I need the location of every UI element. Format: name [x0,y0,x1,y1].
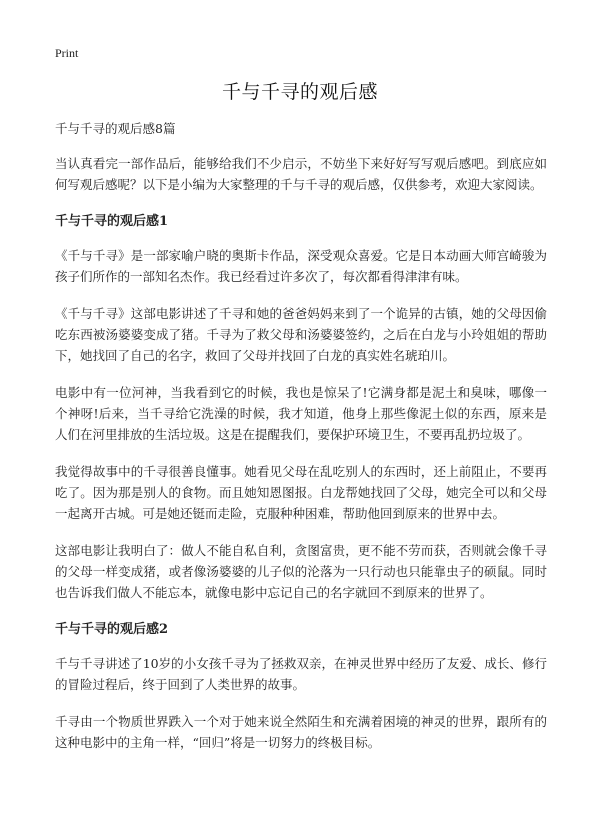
paragraph: 千与千寻讲述了10岁的小女孩千寻为了拯救双亲，在神灵世界中经历了友爱、成长、修行的冒险过程后，终于回到了人类世界的故事。 [55,656,547,692]
paragraph: 电影中有一位河神，当我看到它的时候，我也是惊呆了!它满身都是泥土和臭味，哪像一个神呀!后来，当千寻给它洗澡的时候，我才知道，他身上那些像泥土似的东西，原来是人们在河里排放的生活垃圾。这是在提醒我们，要保护环境卫生，不要再乱扔垃圾了。 [55,385,547,442]
section-heading: 千与千寻的观后感1 [55,214,169,229]
article-subtitle: 千与千寻的观后感8篇 [55,121,176,136]
page-title: 千与千寻的观后感 [221,81,378,103]
paragraph: 《千与千寻》是一部家喻户晓的奥斯卡作品，深受观众喜爱。它是日本动画大师宫崎骏为孩子们所作的一部知名杰作。我已经看过许多次了，每次都看得津津有味。 [55,248,547,284]
article-body [55,118,547,769]
print-link[interactable]: Print [55,46,79,60]
intro-paragraph: 当认真看完一部作品后，能够给我们不少启示，不妨坐下来好好写写观后感吧。到底应如何写观后感呢？以下是小编为大家整理的千与千寻的观后感，仅供参考，欢迎大家阅读。 [55,156,547,192]
paragraph: 我觉得故事中的千寻很善良懂事。她看见父母在乱吃别人的东西时，还上前阻止，不要再吃了。因为那是别人的食物。而且她知恩图报。白龙帮她找回了父母，她完全可以和父母一起离开古城。可是她还铤而走险，克服种种困难，帮助他回到原来的世界中去。 [55,464,547,521]
paragraph: 《千与千寻》这部电影讲述了千寻和她的爸爸妈妈来到了一个诡异的古镇，她的父母因偷吃东西被汤婆婆变成了猪。千寻为了救父母和汤婆婆签约，之后在白龙与小玲姐姐的帮助下，她找回了自己的名字，救回了父母并找回了白龙的真实姓名琥珀川。 [55,306,547,363]
paragraph: 千寻由一个物质世界跌入一个对于她来说全然陌生和充满着困境的神灵的世界，跟所有的这种电影中的主角一样，“回归”将是一切努力的终极目标。 [55,714,547,750]
section-heading: 千与千寻的观后感2 [55,622,169,637]
paragraph: 这部电影让我明白了：做人不能自私自利，贪图富贵，更不能不劳而获，否则就会像千寻的父母一样变成猪，或者像汤婆婆的儿子似的沦落为一只行动也只能靠虫子的硕鼠。同时也告诉我们做人不能忘本，就像电影中忘记自己的名字就回不到原来的世界了。 [55,543,547,600]
